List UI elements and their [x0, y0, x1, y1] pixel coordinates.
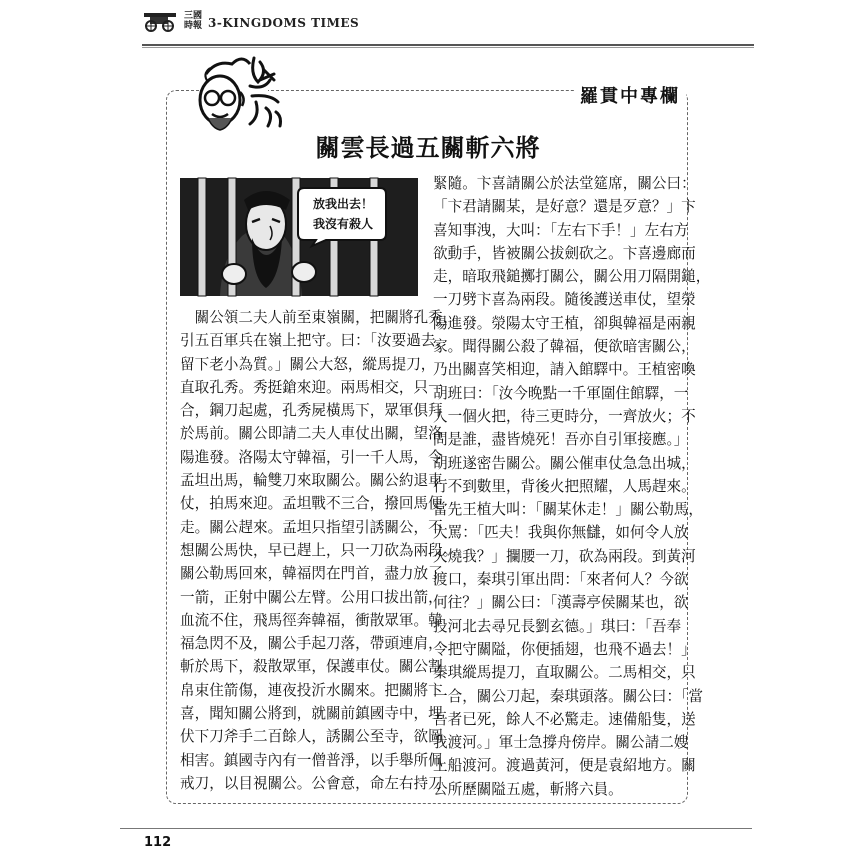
- masthead: [142, 10, 752, 36]
- body-text-line: 上船渡河。渡過黃河，便是袁紹地方。關: [433, 757, 696, 775]
- body-text-line: 胡班遂密告關公。關公催車仗急急出城，: [433, 454, 696, 472]
- body-text-line: 戒刀，以目視關公。公會意，命左右持刀: [180, 774, 443, 792]
- body-text-line: 家。聞得關公殺了韓福，便欲暗害關公，: [433, 338, 696, 356]
- body-text-line: 一合，關公刀起，秦琪頭落。關公曰：「當: [433, 687, 703, 705]
- body-text-line: 欲動手，皆被關公拔劍砍之。卞喜邊廊而: [433, 244, 696, 262]
- article-body-right-column: [433, 172, 711, 801]
- body-text-line: 仗，拍馬來迎。孟坦戰不三合，撥回馬便: [180, 495, 443, 513]
- masthead-name-cn: 三國時報: [184, 11, 203, 31]
- author-caricature-icon: [180, 52, 305, 137]
- speech-line-2: 我沒有殺人: [312, 217, 373, 231]
- body-text-line: 直取孔秀。秀挺鎗來迎。兩馬相交，只一: [180, 378, 443, 396]
- body-text-line: 當先王植大叫：「關某休走！」關公勒馬，: [433, 501, 703, 519]
- body-text-line: 相害。鎮國寺內有一僧普淨，以手舉所佩: [180, 751, 443, 769]
- body-text-line: 陽進發。滎陽太守王植，卻與韓福是兩親: [433, 314, 696, 332]
- body-text-line: 引五百軍兵在嶺上把守。曰：「汝要過去，: [180, 332, 450, 350]
- body-text-line: 人一個火把，待三更時分，一齊放火；不: [433, 407, 696, 425]
- body-text-line: 血流不住，飛馬徑奔韓福，衝散眾軍。韓: [180, 611, 443, 629]
- body-text-line: 孟坦出馬，輪雙刀來取關公。關公約退車: [180, 472, 443, 490]
- speech-bubble-text: [308, 194, 378, 234]
- body-text-line: 斬於馬下，殺散眾軍，保護車仗。關公割: [180, 658, 443, 676]
- body-text-line: 令把守關隘，你便插翅，也飛不過去！」: [433, 640, 696, 658]
- body-text-line: 大罵：「匹夫！我與你無讎，如何令人放: [433, 524, 689, 542]
- body-text-line: 吾者已死，餘人不必驚走。速備船隻，送: [433, 710, 696, 728]
- body-text-line: 乃出關喜笑相迎，請入館驛中。王植密喚: [433, 361, 696, 379]
- body-text-line: 喜，聞知關公將到，就關前鎮國寺中，埋: [180, 705, 443, 723]
- body-text-line: 投河北去尋兄長劉玄德。」琪曰：「吾奉: [433, 617, 682, 635]
- masthead-rule: [142, 44, 754, 46]
- body-text-line: 關公領二夫人前至東嶺關，把關將孔秀，: [180, 309, 458, 326]
- body-text-line: 問是誰，盡皆燒死！吾亦自引軍接應。」: [433, 431, 689, 449]
- body-text-line: 「卞君請關某，是好意？還是歹意？」卞: [433, 198, 696, 216]
- body-text-line: 火燒我？」攔腰一刀，砍為兩段。到黃河: [433, 547, 696, 565]
- chariot-logo-icon: [142, 10, 178, 32]
- body-text-line: 留下老小為質。」關公大怒，縱馬提刀，: [180, 355, 436, 373]
- body-text-line: 陽進發。洛陽太守韓福，引一千人馬，令: [180, 448, 443, 466]
- body-text-line: 帛束住箭傷，連夜投沂水關來。把關將卞: [180, 681, 443, 699]
- speech-line-1: 放我出去！: [312, 197, 373, 211]
- body-text-line: 走，暗取飛鎚擲打關公，關公用刀隔開鎚，: [433, 268, 711, 286]
- body-text-line: 想關公馬快，早已趕上，只一刀砍為兩段。: [180, 541, 458, 559]
- body-text-line: 胡班曰：「汝今晚點一千軍圍住館驛，一: [433, 384, 689, 402]
- body-text-line: 緊隨。卞喜請關公於法堂筵席，關公曰：: [433, 175, 696, 192]
- body-text-line: 秦琪縱馬提刀，直取關公。二馬相交，只: [433, 664, 696, 682]
- article-body-left-column: [180, 306, 458, 795]
- body-text-line: 一箭，正射中關公左臂。公用口拔出箭，: [180, 588, 443, 606]
- body-text-line: 合，鋼刀起處，孔秀屍橫馬下，眾軍俱拜: [180, 402, 443, 420]
- body-text-line: 喜知事洩，大叫：「左右下手！」左右方: [433, 221, 689, 239]
- body-text-line: 何往？」關公曰：「漢壽亭侯關某也，欲: [433, 594, 689, 612]
- footer-rule: [120, 828, 752, 829]
- page-number: 112: [144, 835, 172, 850]
- masthead-rule-thin: [142, 47, 754, 48]
- body-text-line: 走。關公趕來。孟坦只指望引誘關公，不: [180, 518, 443, 536]
- body-text-line: 伏下刀斧手二百餘人，誘關公至寺，欲圖: [180, 728, 443, 746]
- body-text-line: 關公勒馬回來，韓福閃在門首，盡力放了: [180, 565, 443, 583]
- column-title: 羅貫中專欄: [574, 82, 686, 108]
- body-text-line: 我渡河。」軍士急撐舟傍岸。關公請二嫂: [433, 734, 689, 752]
- body-text-line: 於馬前。關公即請二夫人車仗出關，望洛: [180, 425, 443, 443]
- body-text-line: 福急閃不及，關公手起刀落，帶頭連肩，: [180, 635, 443, 653]
- body-text-line: 行不到數里，背後火把照耀，人馬趕來。: [433, 477, 696, 495]
- article-headline: 關雲長過五關斬六將: [315, 134, 541, 162]
- body-text-line: 渡口，秦琪引軍出問：「來者何人？今欲: [433, 571, 689, 589]
- body-text-line: 公所歷關隘五處，斬將六員。: [433, 780, 623, 798]
- body-text-line: 一刀劈卞喜為兩段。隨後護送車仗，望滎: [433, 291, 696, 309]
- masthead-name-en: 3-KINGDOMS TIMES: [208, 16, 360, 30]
